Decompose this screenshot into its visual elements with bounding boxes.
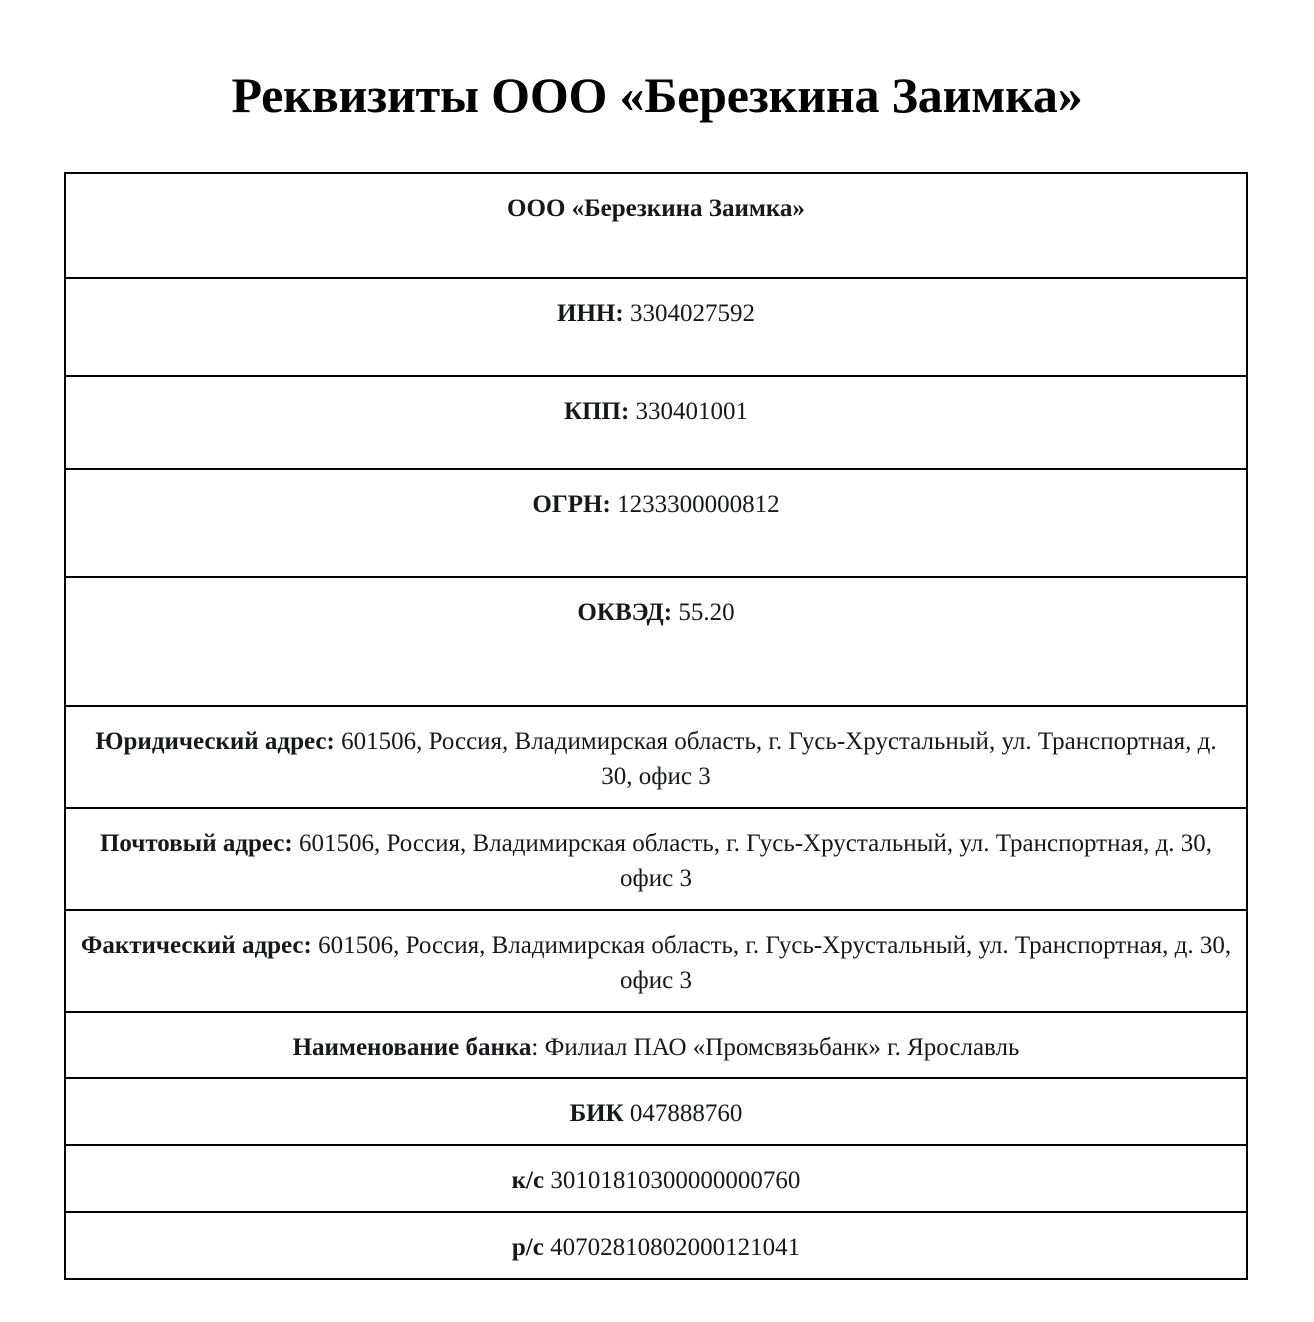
table-row bbox=[65, 1078, 1247, 1145]
okved-value: 55.20 bbox=[678, 599, 735, 626]
cell-postal-address bbox=[65, 808, 1247, 910]
bik-value: 047888760 bbox=[623, 1100, 743, 1127]
bank-name-label: Наименование банка bbox=[292, 1034, 532, 1061]
bank-name-value: : Филиал ПАО «Промсвязьбанк» г. Ярославль bbox=[531, 1034, 1020, 1061]
table-row bbox=[65, 278, 1247, 376]
table-row bbox=[65, 706, 1247, 808]
cell-bik bbox=[65, 1078, 1247, 1145]
table-row bbox=[65, 577, 1247, 706]
table-row bbox=[65, 1012, 1247, 1078]
table-row bbox=[65, 808, 1247, 910]
actual-address-label: Фактический адрес: bbox=[80, 932, 312, 959]
cell-company-name bbox=[65, 173, 1247, 278]
settlement-account-label: р/с bbox=[511, 1234, 544, 1261]
actual-address-value: 601506, Россия, Владимирская область, г. Гусь-Хрустальный, ул. Транспортная, д. 30, офис 3 bbox=[318, 932, 1232, 994]
cell-bank-name bbox=[65, 1012, 1247, 1078]
table-row bbox=[65, 376, 1247, 469]
postal-address-value: 601506, Россия, Владимирская область, г. Гусь-Хрустальный, ул. Транспортная, д. 30, офис 3 bbox=[298, 830, 1213, 892]
okved-label: ОКВЭД: bbox=[577, 599, 673, 626]
settlement-account-value: 40702810802000121041 bbox=[543, 1234, 801, 1261]
correspondent-account-label: к/с bbox=[511, 1167, 545, 1194]
cell-settlement-account bbox=[65, 1212, 1247, 1279]
inn-value: 3304027592 bbox=[629, 300, 755, 327]
cell-okved bbox=[65, 577, 1247, 706]
company-name-label: ООО «Березкина Заимка» bbox=[507, 195, 805, 222]
table-row bbox=[65, 910, 1247, 1012]
table-row bbox=[65, 1145, 1247, 1212]
legal-address-label: Юридический адрес: bbox=[95, 728, 335, 755]
ogrn-label: ОГРН: bbox=[532, 491, 611, 518]
company-requisites-table bbox=[64, 172, 1248, 1280]
correspondent-account-value: 30101810300000000760 bbox=[544, 1167, 801, 1194]
page-title: Реквизиты ООО «Березкина Заимка» bbox=[231, 66, 1083, 123]
legal-address-value: 601506, Россия, Владимирская область, г. Гусь-Хрустальный, ул. Транспортная, д. 30, офис 3 bbox=[341, 728, 1217, 790]
kpp-value: 330401001 bbox=[635, 398, 749, 425]
cell-correspondent-account bbox=[65, 1145, 1247, 1212]
bik-label: БИК bbox=[569, 1100, 624, 1127]
ogrn-value: 1233300000812 bbox=[617, 491, 780, 518]
cell-kpp bbox=[65, 376, 1247, 469]
cell-legal-address bbox=[65, 706, 1247, 808]
table-row bbox=[65, 173, 1247, 278]
cell-ogrn bbox=[65, 469, 1247, 577]
postal-address-label: Почтовый адрес: bbox=[99, 830, 293, 857]
cell-actual-address bbox=[65, 910, 1247, 1012]
kpp-label: КПП: bbox=[563, 398, 630, 425]
cell-inn bbox=[65, 278, 1247, 376]
table-row bbox=[65, 469, 1247, 577]
inn-label: ИНН: bbox=[557, 300, 624, 327]
table-row bbox=[65, 1212, 1247, 1279]
